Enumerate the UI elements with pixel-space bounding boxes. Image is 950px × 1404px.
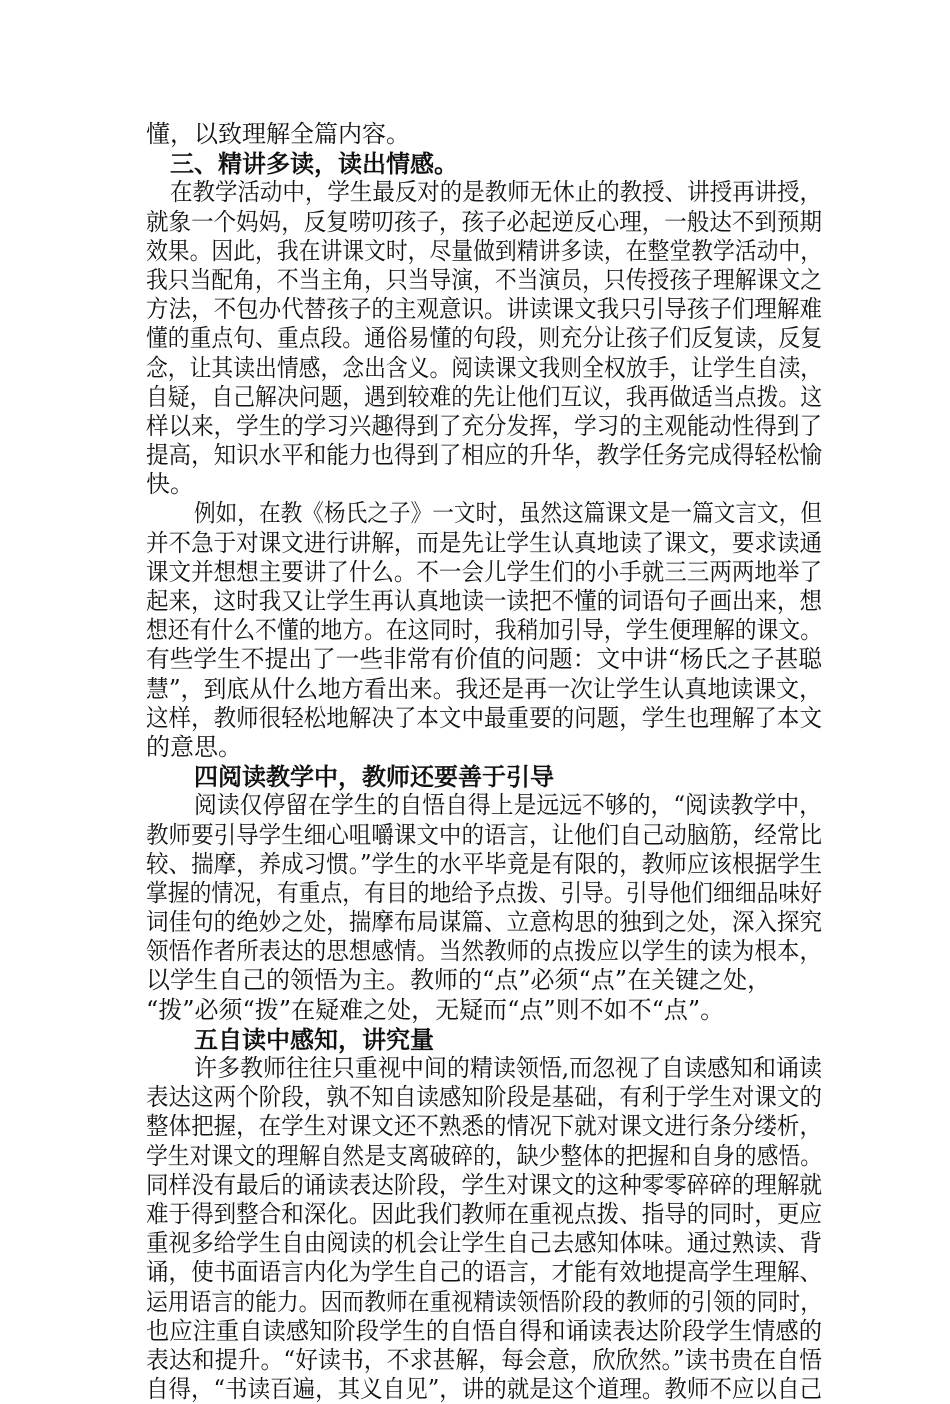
text-line: 运用语言的能力。因而教师在重视精读领悟阶段的教师的引领的同时， <box>146 1287 822 1316</box>
text-line: 样以来，学生的学习兴趣得到了充分发挥，学习的主观能动性得到了 <box>146 411 822 440</box>
text-line: 自得，“书读百遍，其义自见”，讲的就是这个道理。教师不应以自己 <box>146 1375 822 1404</box>
text-line: 念，让其读出情感，念出含义。阅读课文我则全权放手，让学生自渎， <box>146 353 822 382</box>
section-heading: 四阅读教学中，教师还要善于引导 <box>194 762 554 792</box>
text-line: 懂的重点句、重点段。通俗易懂的句段，则充分让孩子们反复读，反复 <box>146 324 822 353</box>
text-line: 学生对课文的理解自然是支离破碎的，缺少整体的把握和自身的感悟。 <box>146 1141 822 1170</box>
text-line: 整体把握，在学生对课文还不熟悉的情况下就对课文进行条分缕析， <box>146 1112 822 1141</box>
text-line: 慧”，到底从什么地方看出来。我还是再一次让学生认真地读课文， <box>146 674 822 703</box>
text-line: 方法，不包办代替孩子的主观意识。讲读课文我只引导孩子们理解难 <box>146 295 822 324</box>
text-line: 在教学活动中，学生最反对的是教师无休止的教授、讲授再讲授， <box>170 178 822 207</box>
text-line: 教师要引导学生细心咀嚼课文中的语言，让他们自己动脑筋，经常比 <box>146 820 822 849</box>
section-heading: 三、精讲多读，读出情感。 <box>170 149 458 179</box>
section-heading: 五自读中感知，讲究量 <box>194 1024 434 1054</box>
text-line: 我只当配角，不当主角，只当导演，不当演员，只传授孩子理解课文之 <box>146 265 822 294</box>
text-line: 表达这两个阶段，孰不知自读感知阶段是基础，有利于学生对课文的 <box>146 1083 822 1112</box>
text-line: 重视多给学生自由阅读的机会让学生自己去感知体味。通过熟读、背 <box>146 1229 822 1258</box>
text-line: 想还有什么不懂的地方。在这同时，我稍加引导，学生便理解的课文。 <box>146 616 822 645</box>
text-line: 诵，使书面语言内化为学生自己的语言，才能有效地提高学生理解、 <box>146 1258 822 1287</box>
text-line: 例如，在教《杨氏之子》一文时，虽然这篇课文是一篇文言文，但 <box>194 499 822 528</box>
text-line: 懂，以致理解全篇内容。 <box>146 120 410 148</box>
text-line: 这样，教师很轻松地解决了本文中最重要的问题，学生也理解了本文 <box>146 703 822 732</box>
text-line: 快。 <box>146 470 194 499</box>
text-line: 领悟作者所表达的思想感情。当然教师的点拨应以学生的读为根本， <box>146 937 822 966</box>
text-line: 表达和提升。“好读书，不求甚解，每会意，欣欣然。”读书贵在自悟 <box>146 1345 822 1374</box>
text-line: 阅读仅停留在学生的自悟自得上是远远不够的，“阅读教学中， <box>194 791 822 820</box>
text-line: 掌握的情况，有重点，有目的地给予点拨、引导。引导他们细细品味好 <box>146 878 822 907</box>
text-line: 课文并想想主要讲了什么。不一会儿学生们的小手就三三两两地举了 <box>146 557 822 586</box>
text-line: 的意思。 <box>146 732 242 761</box>
text-line: 自疑，自己解决问题，遇到较难的先让他们互议，我再做适当点拨。这 <box>146 382 822 411</box>
text-line: “拨”必须“拨”在疑难之处，无疑而“点”则不如不“点”。 <box>146 995 725 1024</box>
text-line: 提高，知识水平和能力也得到了相应的升华，教学任务完成得轻松愉 <box>146 441 822 470</box>
text-line: 效果。因此，我在讲课文时，尽量做到精讲多读，在整堂教学活动中， <box>146 236 822 265</box>
text-line: 词佳句的绝妙之处，揣摩布局谋篇、立意构思的独到之处，深入探究 <box>146 908 822 937</box>
text-line: 以学生自己的领悟为主。教师的“点”必须“点”在关键之处， <box>146 966 772 995</box>
text-line: 也应注重自读感知阶段学生的自悟自得和诵读表达阶段学生情感的 <box>146 1316 822 1345</box>
text-line: 并不急于对课文进行讲解，而是先让学生认真地读了课文，要求读通 <box>146 528 822 557</box>
text-line: 许多教师往往只重视中间的精读领悟,而忽视了自读感知和诵读 <box>194 1054 822 1082</box>
text-line: 难于得到整合和深化。因此我们教师在重视点拨、指导的同时，更应 <box>146 1199 822 1228</box>
text-line: 同样没有最后的诵读表达阶段，学生对课文的这种零零碎碎的理解就 <box>146 1170 822 1199</box>
text-line: 就象一个妈妈，反复唠叨孩子，孩子必起逆反心理，一般达不到预期 <box>146 207 822 236</box>
document-page <box>146 120 822 1404</box>
text-line: 起来，这时我又让学生再认真地读一读把不懂的词语句子画出来，想 <box>146 587 822 615</box>
text-line: 有些学生不提出了一些非常有价值的问题：文中讲“杨氏之子甚聪 <box>146 645 822 674</box>
text-line: 较、揣摩，养成习惯。”学生的水平毕竟是有限的，教师应该根据学生 <box>146 849 822 878</box>
